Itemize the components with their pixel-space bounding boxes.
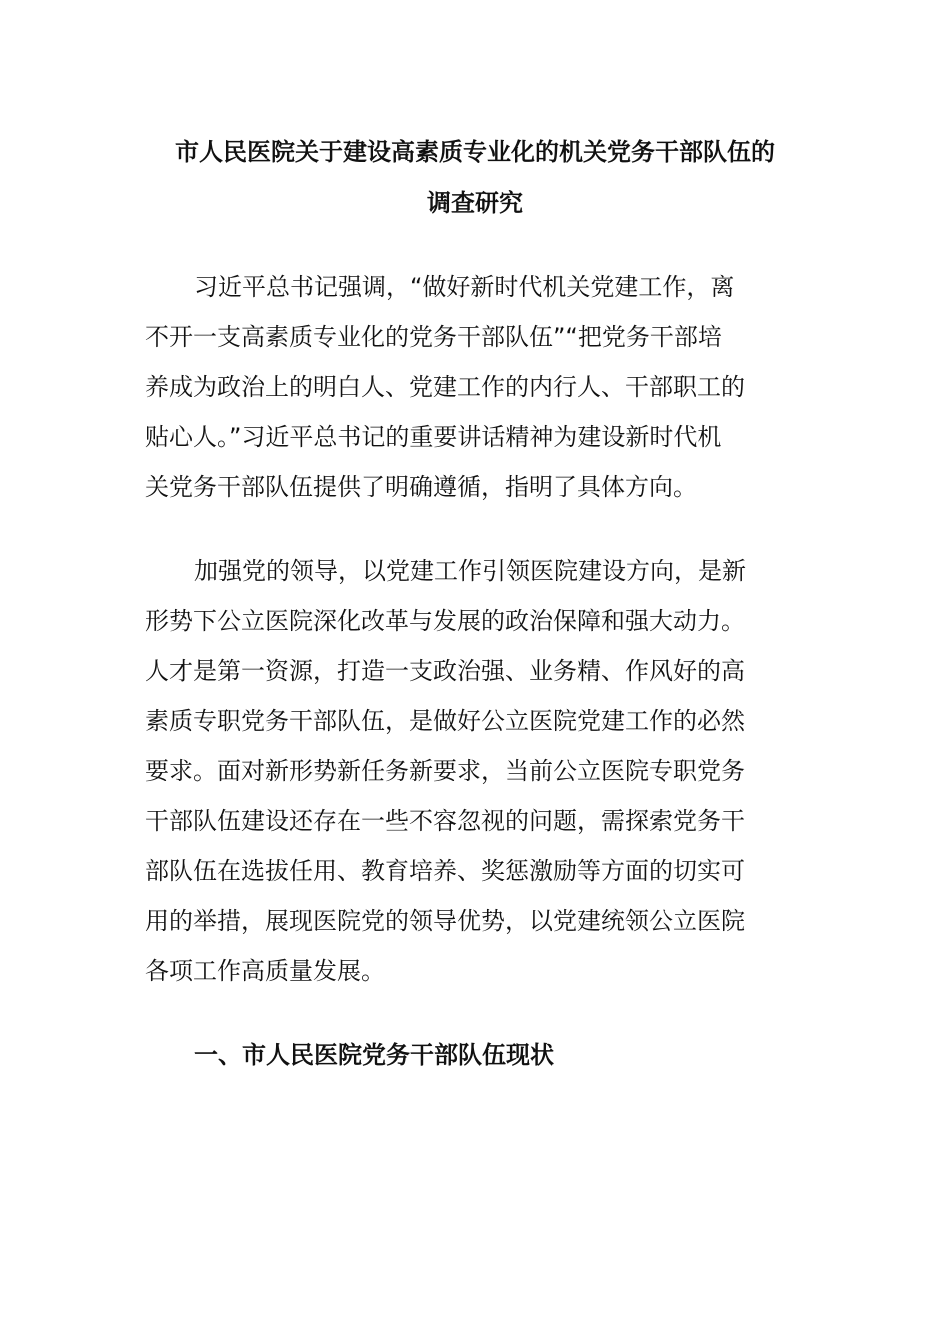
paragraph-2-line-1: 加强党的领导，以党建工作引领医院建设方向，是新 bbox=[194, 557, 746, 585]
paragraph-2-line-6: 干部队伍建设还存在一些不容忽视的问题，需探索党务干 bbox=[145, 807, 745, 835]
paragraph-2-line-7: 部队伍在选拔任用、教育培养、奖惩激励等方面的切实可 bbox=[145, 857, 745, 885]
paragraph-2-line-5: 要求。面对新形势新任务新要求，当前公立医院专职党务 bbox=[145, 757, 745, 785]
paragraph-1-line-2: 不开一支高素质专业化的党务干部队伍”“把党务干部培 bbox=[145, 323, 722, 351]
section-heading: 一、市人民医院党务干部队伍现状 bbox=[194, 1041, 554, 1069]
paragraph-2-line-3: 人才是第一资源，打造一支政治强、业务精、作风好的高 bbox=[145, 657, 745, 685]
document-title-line-2: 调查研究 bbox=[427, 189, 523, 217]
paragraph-2-line-8: 用的举措，展现医院党的领导优势，以党建统领公立医院 bbox=[145, 907, 745, 935]
paragraph-1-line-1: 习近平总书记强调，“做好新时代机关党建工作，离 bbox=[194, 273, 735, 301]
paragraph-2-line-2: 形势下公立医院深化改革与发展的政治保障和强大动力。 bbox=[145, 607, 745, 635]
paragraph-1-line-5: 关党务干部队伍提供了明确遵循，指明了具体方向。 bbox=[145, 473, 697, 501]
paragraph-1-line-3: 养成为政治上的明白人、党建工作的内行人、干部职工的 bbox=[145, 373, 745, 401]
paragraph-2-line-4: 素质专职党务干部队伍，是做好公立医院党建工作的必然 bbox=[145, 707, 745, 735]
paragraph-1-line-4: 贴心人。”习近平总书记的重要讲话精神为建设新时代机 bbox=[145, 423, 722, 451]
paragraph-2-line-9: 各项工作高质量发展。 bbox=[145, 957, 385, 985]
document-title-line-1: 市人民医院关于建设高素质专业化的机关党务干部队伍的 bbox=[175, 138, 775, 166]
